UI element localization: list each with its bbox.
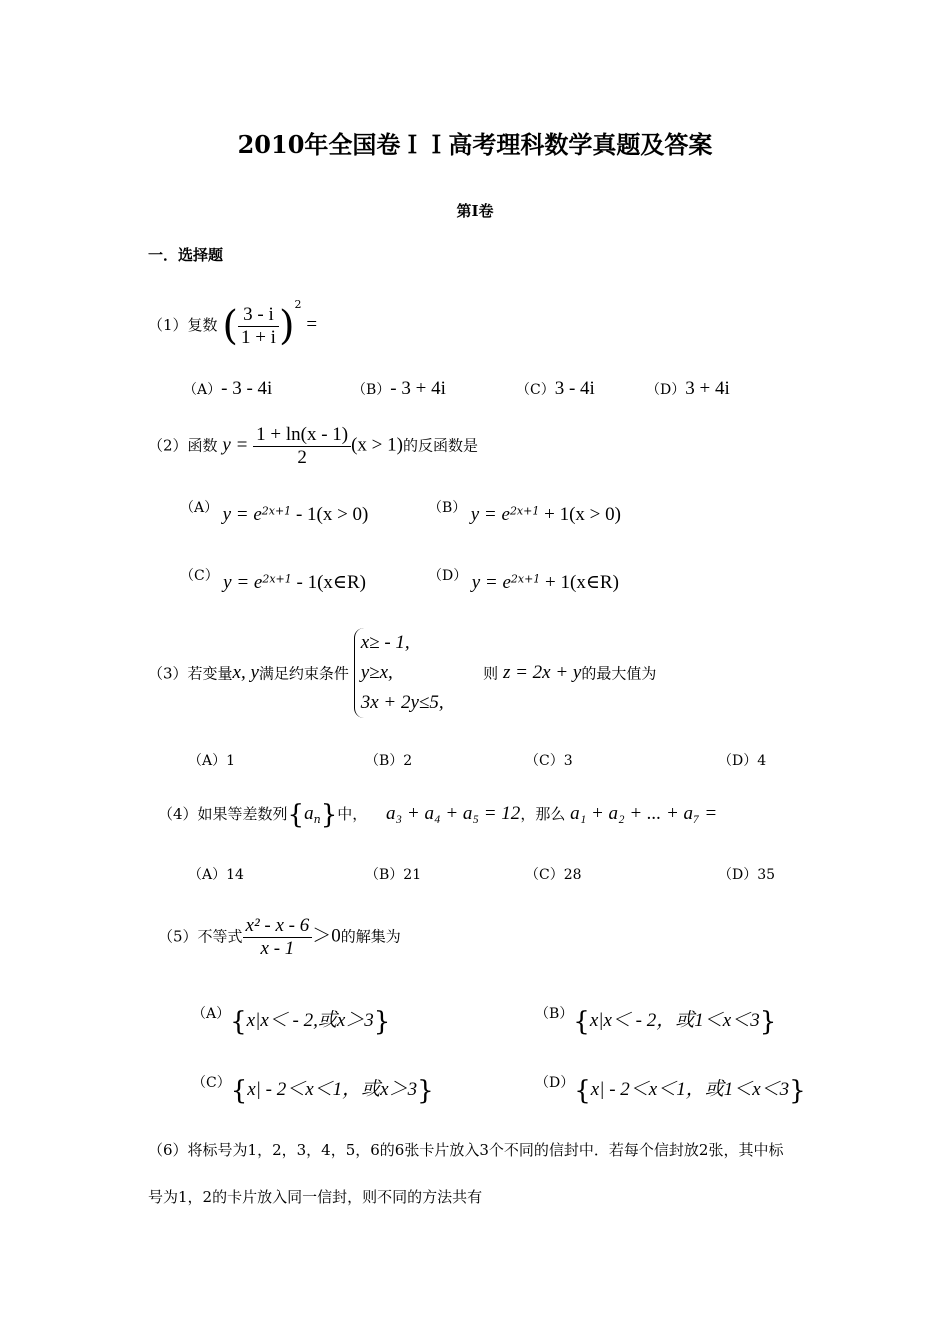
left-brace: { [287, 800, 305, 830]
q5-tail: 的解集为 [340, 927, 401, 946]
option-label: （D） [646, 382, 686, 398]
q4-mid: 中， [337, 805, 368, 823]
option-value: - 3 - 4i [221, 378, 273, 399]
question-6-line-2: 号为1，2的卡片放入同一信封，则不同的方法共有 [148, 1188, 483, 1206]
option-rest: + 1(x∈R) [540, 572, 619, 593]
q3-option-a [188, 750, 235, 770]
right-paren: ) [278, 303, 295, 349]
question-6-line-1: （6）将标号为1，2，3，4，5，6的6张卡片放入3个不同的信封中．若每个信封放2张，其中标 [148, 1141, 784, 1159]
option-label: （C） [525, 867, 564, 883]
option-rest: + 1(x > 0) [539, 504, 621, 525]
option-label: （C） [525, 753, 564, 769]
right-brace: } [789, 1076, 806, 1106]
q5-option-d [535, 1072, 806, 1106]
q1-equals: = [306, 314, 318, 335]
q3-z: z = 2x + y [502, 662, 582, 683]
q5-numerator: x² - x - 6 [243, 915, 313, 938]
q4-option-d [718, 864, 775, 884]
option-value: 2 [403, 753, 413, 769]
left-brace: { [230, 1076, 248, 1106]
q2-condition: (x > 1) [351, 434, 403, 456]
q2-denominator: 2 [297, 447, 307, 468]
left-paren: ( [222, 303, 238, 349]
part-heading: 第I卷 [456, 202, 494, 220]
q2-label: （2）函数 [148, 436, 218, 455]
right-brace: } [373, 1007, 391, 1037]
q1-option-d [646, 378, 730, 400]
option-value: 14 [226, 867, 244, 883]
q3-option-b [365, 750, 412, 770]
option-label: （D） [718, 867, 758, 883]
q2-option-a [180, 497, 368, 526]
q2-lhs: y = [222, 434, 249, 456]
q3-option-d [718, 750, 766, 770]
q3-tail: 的最大值为 [581, 664, 657, 683]
option-label: （B） [365, 753, 404, 769]
option-expr: y = e [223, 572, 263, 593]
question-3 [148, 628, 656, 718]
q4-seq: a [304, 803, 314, 824]
q2-option-d [428, 565, 619, 594]
option-label: （B） [352, 382, 391, 398]
right-brace: } [320, 800, 338, 830]
q2-tail: 的反函数是 [402, 436, 478, 455]
q5-label: （5）不等式 [158, 927, 243, 946]
left-brace: { [230, 1007, 247, 1037]
q4-seq-sub: n [313, 813, 321, 826]
option-label: （D） [718, 753, 758, 769]
q4-condition: a₃ + a₄ + a₅ = 12 [386, 803, 521, 824]
q1-label: （1）复数 [148, 316, 218, 334]
option-label: （D） [535, 1075, 575, 1091]
q1-exponent: 2 [294, 298, 302, 311]
option-value: x|x＜ - 2,或x＞3 [246, 1010, 374, 1031]
option-value: 35 [757, 867, 776, 883]
option-value: 28 [563, 867, 582, 883]
option-label: （B） [365, 867, 404, 883]
q3-option-c [525, 750, 573, 770]
q1-numerator: 3 - i [238, 304, 279, 327]
q1-option-a [183, 378, 272, 400]
option-label: （A） [180, 500, 219, 516]
q1-denominator: 1 + i [240, 326, 276, 348]
q5-option-c [192, 1072, 434, 1106]
option-value: x| - 2＜x＜1，或1＜x＜3 [590, 1079, 790, 1100]
q1-option-b [352, 378, 446, 400]
question-2 [148, 424, 478, 469]
q3-mid: 满足约束条件 [258, 664, 349, 683]
q2-option-b [428, 497, 621, 526]
q1-fraction [238, 304, 279, 349]
q3-vars: x, y [232, 662, 259, 683]
q3-then: 则 [483, 664, 499, 683]
option-value: 3 + 4i [685, 378, 730, 399]
option-label: （C） [516, 382, 555, 398]
option-value: 4 [757, 753, 767, 769]
option-exp: 2x+1 [261, 504, 292, 518]
q5-gt: ＞0 [312, 925, 341, 947]
constraint-2: y≥x, [360, 662, 393, 683]
option-value: - 3 + 4i [390, 378, 446, 399]
section-heading: 一．选择题 [148, 246, 224, 264]
q4-option-c [525, 864, 582, 884]
q5-denominator: x - 1 [260, 938, 295, 959]
question-1 [148, 298, 317, 349]
question-4 [158, 800, 717, 830]
page-title: 2010年全国卷ＩＩ高考理科数学真题及答案 [237, 130, 713, 159]
option-expr: y = e [471, 572, 511, 593]
option-label: （A） [183, 382, 222, 398]
q4-then: ，那么 [520, 805, 566, 823]
left-brace: { [573, 1007, 590, 1037]
option-label: （B） [428, 500, 467, 516]
q4-option-a [188, 864, 244, 884]
right-brace: } [417, 1076, 434, 1106]
right-brace: } [759, 1007, 777, 1037]
option-exp: 2x+1 [510, 572, 541, 586]
option-value: 1 [226, 753, 236, 769]
q3-constraints [354, 628, 444, 718]
q3-label: （3）若变量 [148, 664, 233, 683]
constraint-1: x≥ - 1, [360, 632, 410, 653]
option-label: （B） [535, 1006, 574, 1022]
q2-fraction [253, 424, 351, 469]
option-value: 3 - 4i [554, 378, 595, 399]
option-value: 21 [403, 867, 422, 883]
option-exp: 2x+1 [262, 572, 292, 586]
q1-option-c [516, 378, 595, 400]
option-rest: - 1(x > 0) [291, 504, 369, 525]
option-label: （C） [180, 568, 219, 584]
q5-fraction [243, 915, 313, 960]
option-label: （A） [188, 753, 227, 769]
option-expr: y = e [470, 504, 510, 525]
option-label: （D） [428, 568, 468, 584]
q5-option-b [535, 1003, 776, 1037]
option-label: （A） [192, 1006, 231, 1022]
left-brace: { [574, 1076, 591, 1106]
q4-ask: a₁ + a₂ + ... + a₇ = [570, 803, 718, 824]
q4-label: （4）如果等差数列 [158, 805, 288, 823]
option-exp: 2x+1 [509, 504, 540, 518]
option-rest: - 1(x∈R) [291, 572, 366, 593]
q5-option-a [192, 1003, 390, 1037]
option-value: x|x＜ - 2，或1＜x＜3 [589, 1010, 760, 1031]
option-value: 3 [563, 753, 573, 769]
option-label: （A） [188, 867, 227, 883]
constraint-3: 3x + 2y≤5, [360, 692, 444, 713]
option-expr: y = e [222, 504, 262, 525]
q2-option-c [180, 565, 366, 594]
question-5 [158, 915, 401, 960]
q2-numerator: 1 + ln(x - 1) [253, 424, 351, 447]
option-value: x| - 2＜x＜1，或x＞3 [247, 1079, 418, 1100]
q4-option-b [365, 864, 421, 884]
option-label: （C） [192, 1075, 231, 1091]
